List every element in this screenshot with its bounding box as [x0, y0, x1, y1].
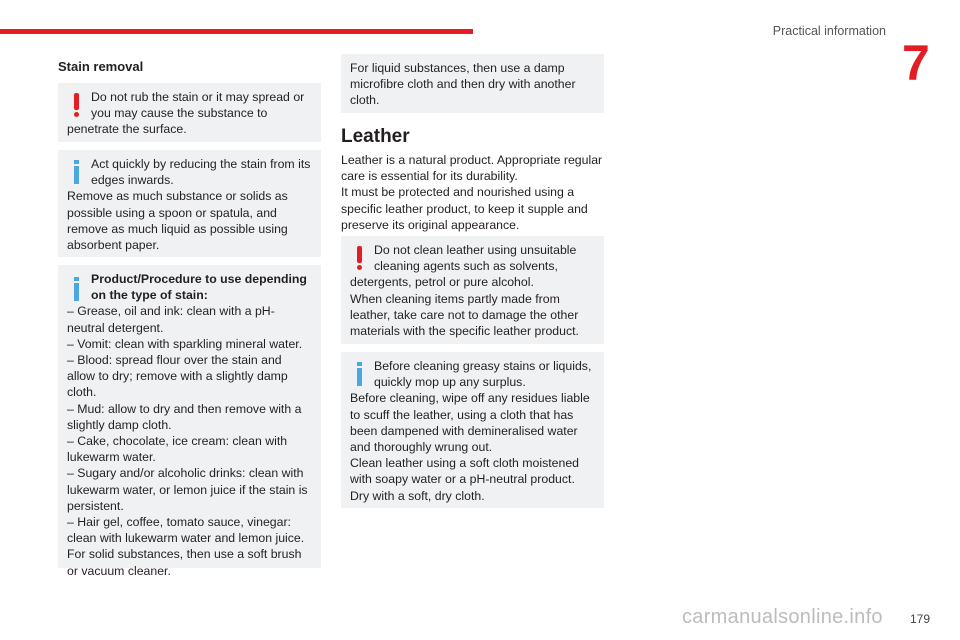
stain-warning-box: [58, 83, 321, 142]
leather-paragraph: Leather is a natural product. Appropriate regular care is essential for its durability.: [341, 153, 603, 184]
leather-warning-line-3: detergents, petrol or pure alcohol.: [350, 275, 534, 290]
leather-intro: [341, 152, 606, 233]
info-icon: [74, 160, 81, 184]
procedure-item: – Blood: spread flour over the stain and allow to dry; remove with a slightly damp cloth.: [67, 353, 288, 400]
leather-info-paragraph: Dry with a soft, dry cloth.: [350, 488, 485, 503]
leather-info-line-2: quickly mop up any surplus.: [374, 375, 526, 390]
leather-info-line-1: Before cleaning greasy stains or liquids,: [374, 359, 592, 373]
procedure-heading-line-1: Product/Procedure to use depending: [91, 272, 307, 286]
warning-exclamation-icon: [74, 93, 81, 117]
page-number: 179: [909, 612, 930, 626]
procedure-item: – Vomit: clean with sparkling mineral water.: [67, 336, 303, 351]
procedure-item: For solid substances, then use a soft brush or vacuum cleaner.: [67, 547, 302, 578]
header-accent-bar: [0, 29, 473, 34]
leather-info-paragraph: Clean leather using a soft cloth moistened with soapy water or a pH-neutral product.: [350, 456, 579, 487]
leather-warning-line-1: Do not clean leather using unsuitable: [374, 243, 577, 257]
stain-procedure-box: [58, 265, 321, 578]
leather-warning-line-2: cleaning agents such as solvents,: [374, 259, 558, 274]
procedure-item: – Grease, oil and ink: clean with a pH-neutral detergent.: [67, 304, 275, 335]
leather-warning-box: [341, 236, 604, 344]
leather-paragraph: It must be protected and nourished using a specific leather product, to keep it supple and preserve its original appearance.: [341, 185, 588, 232]
watermark-text: carmanualsonline.info: [682, 606, 883, 628]
warning-line-1: Do not rub the stain or it may spread or: [91, 90, 305, 104]
warning-exclamation-icon: [357, 246, 364, 270]
procedure-item: – Sugary and/or alcoholic drinks: clean with lukewarm water, or lemon juice if the stain is persistent.: [67, 466, 308, 513]
liquid-text: For liquid substances, then use a damp microfibre cloth and then dry with another cloth.: [350, 61, 576, 108]
info-line-2: edges inwards.: [91, 173, 174, 188]
leather-info-box: [341, 352, 604, 508]
leather-title: Leather: [341, 126, 410, 147]
info-icon: [357, 362, 364, 386]
warning-line-2: you may cause the substance to: [91, 106, 268, 121]
procedure-item: – Cake, chocolate, ice cream: clean with lukewarm water.: [67, 434, 288, 465]
info-icon: [74, 277, 81, 301]
procedure-item: – Mud: allow to dry and then remove with a slightly damp cloth.: [67, 401, 302, 432]
procedure-item: – Hair gel, coffee, tomato sauce, vinegar: clean with lukewarm water and lemon juice.: [67, 515, 305, 546]
stain-info-box-1: [58, 150, 321, 257]
leather-warning-line-4: When cleaning items partly made from leather, take care not to damage the other materials with the specific leather product.: [350, 291, 579, 339]
warning-line-3: penetrate the surface.: [67, 122, 187, 137]
liquid-substances-box: [341, 54, 604, 113]
section-header-title: Practical information: [772, 24, 886, 38]
stain-removal-title: Stain removal: [58, 59, 144, 74]
chapter-number: 7: [902, 35, 930, 91]
procedure-heading-line-2: on the type of stain:: [91, 288, 208, 303]
info-line-1: Act quickly by reducing the stain from its: [91, 157, 311, 171]
leather-info-paragraph: Before cleaning, wipe off any residues liable to scuff the leather, using a cloth that has been dampened with demineralised water and thoroughly wrung out.: [350, 391, 590, 455]
info-paragraph: Remove as much substance or solids as possible using a spoon or spatula, and remove as much liquid as possible using absorbent paper.: [67, 189, 288, 253]
